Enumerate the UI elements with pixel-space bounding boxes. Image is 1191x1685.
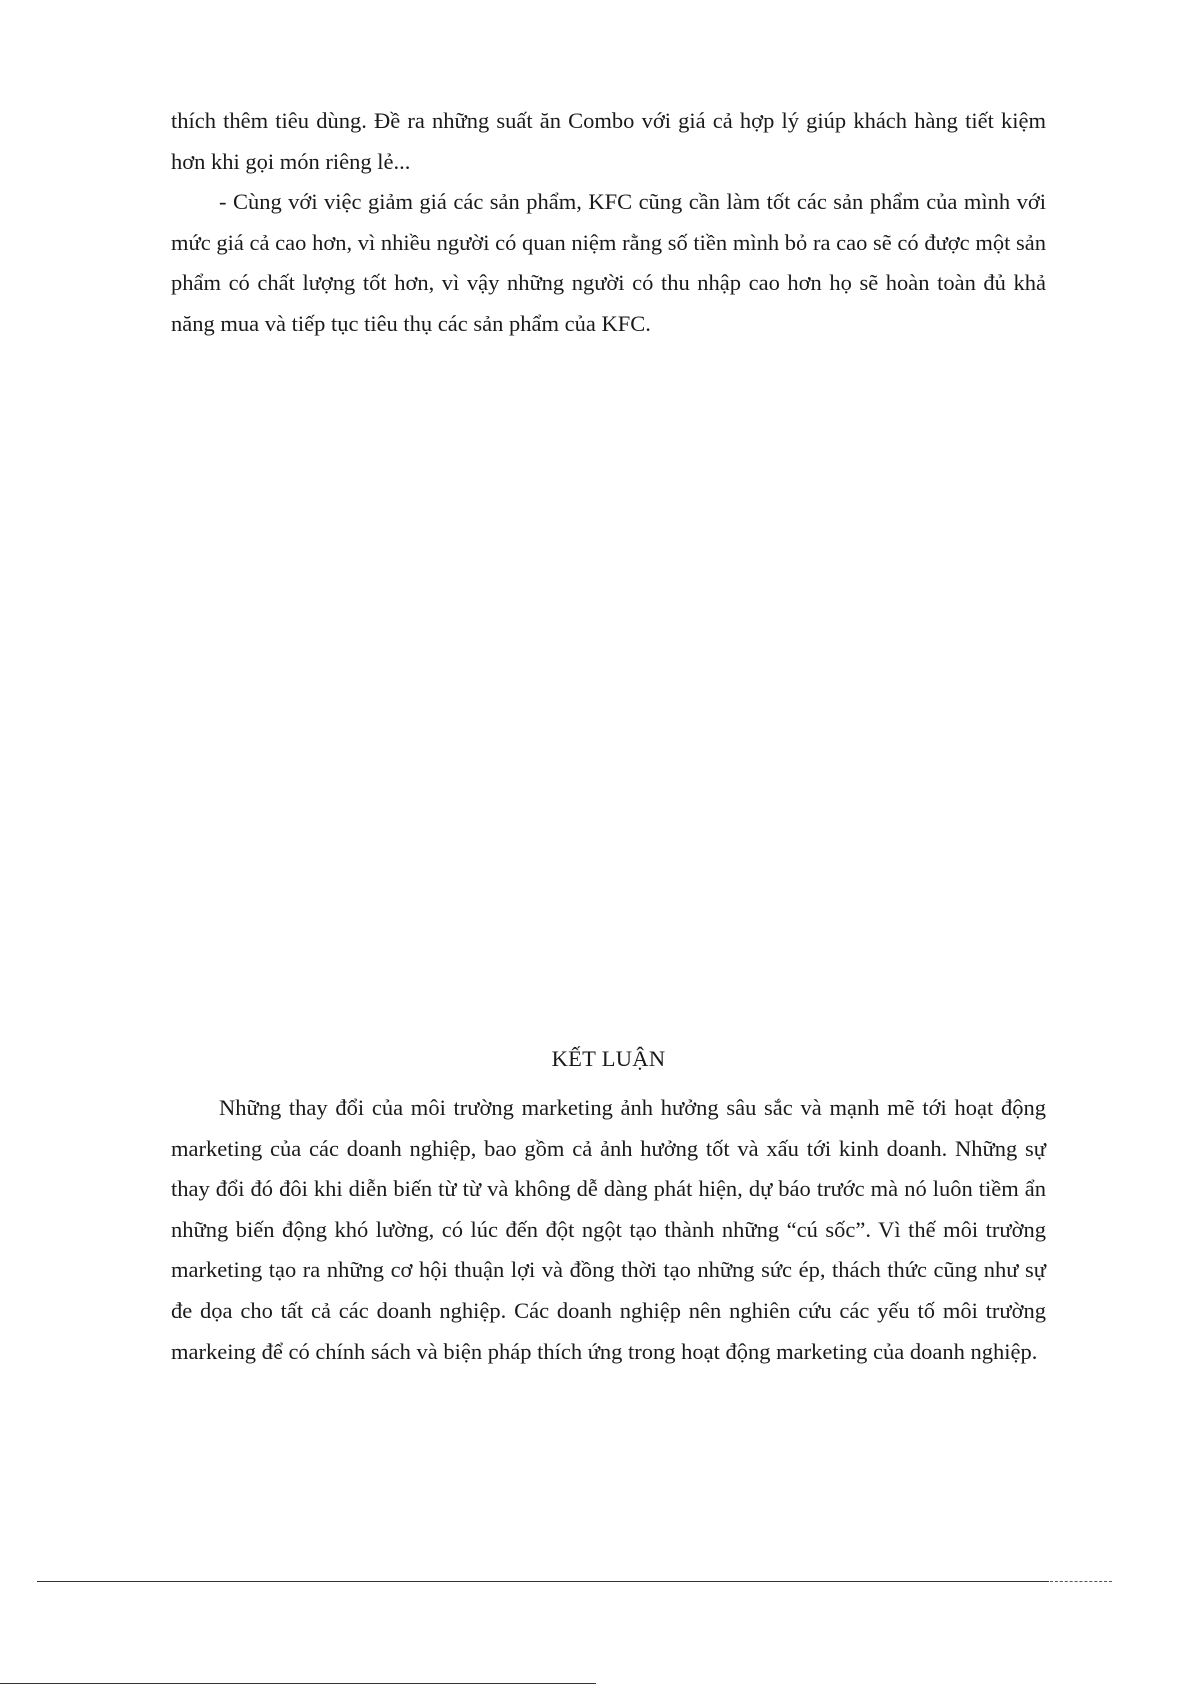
section-heading: KẾT LUẬN (551, 1046, 666, 1071)
top-text-section (171, 101, 1046, 345)
paragraph-combo: thích thêm tiêu dùng. Đề ra những suất ăn Combo với giá cả hợp lý giúp khách hàng tiết kiệm hơn khi gọi món riêng lẻ... (171, 108, 1046, 174)
page-bottom-rule (0, 1683, 596, 1684)
footer-divider-tail (1050, 1581, 1112, 1582)
conclusion-section (171, 1088, 1046, 1372)
paragraph-conclusion: Những thay đổi của môi trường marketing ảnh hưởng sâu sắc và mạnh mẽ tới hoạt động marketing của các doanh nghiệp, bao gồm cả ảnh hưởng tốt và xấu tới kinh doanh. Những sự thay đổi đó đôi khi diễn biến từ từ và không dễ dàng phát hiện, dự báo trước mà nó luôn tiềm ẩn những biến động khó lường, có lúc đến đột ngột tạo thành những “cú sốc”. Vì thế môi trường marketing tạo ra những cơ hội thuận lợi và đồng thời tạo những sức ép, thách thức cũng như sự đe dọa cho tất cả các doanh nghiệp. Các doanh nghiệp nên nghiên cứu các yếu tố môi trường markeing để có chính sách và biện pháp thích ứng trong hoạt động marketing của doanh nghiệp. (171, 1095, 1046, 1364)
paragraph-pricing: - Cùng với việc giảm giá các sản phẩm, KFC cũng cần làm tốt các sản phẩm của mình với mức giá cả cao hơn, vì nhiều người có quan niệm rằng số tiền mình bỏ ra cao sẽ có được một sản phẩm có chất lượng tốt hơn, vì vậy những người có thu nhập cao hơn họ sẽ hoàn toàn đủ khả năng mua và tiếp tục tiêu thụ các sản phẩm của KFC. (171, 189, 1046, 336)
footer-divider (37, 1581, 1049, 1582)
